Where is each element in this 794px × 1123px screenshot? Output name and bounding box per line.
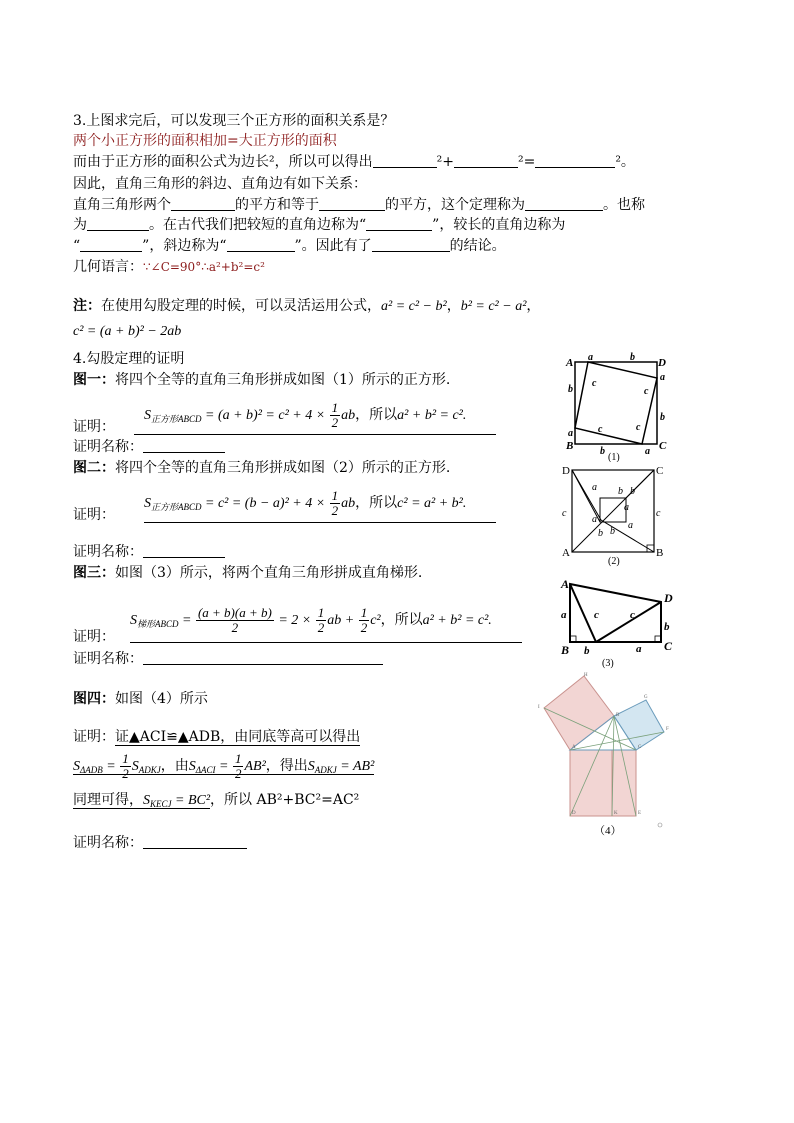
fig2-name-row <box>73 543 225 561</box>
svg-text:E: E <box>638 811 642 816</box>
note-sep-2: ， <box>526 298 541 314</box>
svg-text:b: b <box>630 352 635 363</box>
frac-den: 2 <box>234 766 242 782</box>
t1-text-a: 直角三角形两个 <box>73 197 171 213</box>
fig1-eq-b: ab <box>341 408 356 423</box>
figure-2 <box>556 460 676 570</box>
blank-3[interactable] <box>535 153 615 168</box>
s: S <box>188 759 196 774</box>
s: S <box>73 759 80 774</box>
fig2-proof-label: 证明： <box>73 507 115 523</box>
t1-text-c: 的平方，这个定理称为 <box>385 197 525 213</box>
eq: = AB² <box>340 759 375 774</box>
svg-text:b: b <box>598 528 603 539</box>
sq-equals: ²= <box>517 154 536 170</box>
svg-text:a: a <box>624 502 629 513</box>
frac-num: 1 <box>317 605 325 621</box>
svg-text:a: a <box>561 609 567 621</box>
t1-text-d: 。也称 <box>603 197 645 213</box>
svg-text:B: B <box>566 440 574 452</box>
svg-text:a: a <box>592 482 597 493</box>
blank-11[interactable] <box>372 237 450 252</box>
figure-4 <box>532 668 674 840</box>
fig3-den: 2 <box>231 620 239 636</box>
t3-text-a: “ <box>73 238 81 254</box>
svg-text:A: A <box>561 577 570 591</box>
blank-5[interactable] <box>319 196 385 211</box>
relation-intro: 因此，直角三角形的斜边、直角边有如下关系： <box>73 176 367 192</box>
fig2-text: 将四个全等的直角三角形拼成如图（2）所示的正方形. <box>115 460 451 476</box>
fig4-eq-2: $S_{\Delta ACI}$ = $\frac{1}{2}$ AB² <box>188 751 266 782</box>
svg-text:b: b <box>664 621 670 633</box>
geometry-language <box>73 258 265 276</box>
fig3-num: (a + b)(a + b) <box>197 605 272 621</box>
svg-text:B: B <box>616 713 620 718</box>
geo-text: ∵∠C=90°∴a²+b²=c² <box>143 260 265 274</box>
note-sep: ， <box>446 298 461 314</box>
ab2: AB² <box>244 759 266 774</box>
fig3-name-blank[interactable] <box>143 650 383 665</box>
svg-text:a: a <box>588 352 593 363</box>
fig3-formula: $S_{梯形ABCD}$ = $\frac{(a + b)(a + b)}{2}$ = 2 × $\frac{1}{2}$ ab + $\frac{1}{2}$ c²，所以a² + b² = c². <box>130 600 522 643</box>
blank-6[interactable] <box>525 196 603 211</box>
svg-text:c: c <box>656 508 661 519</box>
svg-text:a: a <box>568 428 573 439</box>
theorem-line-1 <box>73 196 645 214</box>
fig2-frac <box>330 489 341 518</box>
frac-num: 1 <box>331 400 339 416</box>
note-formula-2: b² = c² − a² <box>460 299 527 314</box>
s-sub: KECJ <box>150 799 172 809</box>
section3-answer: 两个小正方形的面积相加=大正方形的面积 <box>73 133 337 149</box>
fig1-s-sub: 正方形ABCD <box>151 414 202 424</box>
blank-2[interactable] <box>454 153 518 168</box>
svg-text:b: b <box>584 645 590 657</box>
svg-text:b: b <box>610 526 615 537</box>
svg-text:c: c <box>592 378 597 389</box>
bc2: = BC² <box>175 793 211 808</box>
fig2-name-blank[interactable] <box>143 543 225 558</box>
frac-den: 2 <box>317 620 325 636</box>
s-sub: ΔADB <box>80 765 103 775</box>
fig2-name-label: 证明名称： <box>73 544 143 560</box>
figure-3 <box>556 574 681 670</box>
fig3-frac-half-1 <box>316 606 327 635</box>
section4-title: 4.勾股定理的证明 <box>73 351 185 367</box>
t3-text-b: ”，斜边称为“ <box>142 238 227 254</box>
frac-den: 2 <box>360 620 368 636</box>
theorem-line-2 <box>73 216 565 234</box>
line-area-formula <box>73 153 635 171</box>
fig3-name-row <box>73 650 383 668</box>
svg-text:F: F <box>666 727 669 732</box>
fig4-eq-1: $S_{\Delta ADB}$ = $\frac{1}{2}$ $S_{ADKJ}$ <box>73 751 161 782</box>
fig4-text: 如图（4）所示 <box>115 691 208 707</box>
svg-text:C: C <box>659 440 667 452</box>
fig3-proof-label: 证明： <box>73 629 115 645</box>
section3-question: 3.上图求完后，可以发现三个正方形的面积关系是？ <box>73 113 395 129</box>
frac <box>233 752 244 781</box>
note-formula-1: a² = c² − b² <box>381 299 447 314</box>
geo-label: 几何语言： <box>73 259 143 275</box>
fig1-frac <box>330 401 341 430</box>
fig3-s: S <box>130 613 137 628</box>
svg-text:D: D <box>572 811 576 816</box>
t2-text-a: 为 <box>73 217 87 233</box>
blank-9[interactable] <box>80 237 142 252</box>
fig4-get: ，得出 <box>265 759 308 774</box>
fig4-name-label: 证明名称： <box>73 835 143 851</box>
frac <box>120 752 131 781</box>
fig4-desc <box>73 690 208 708</box>
svg-text:I: I <box>538 705 540 710</box>
fig3-s-sub: 梯形ABCD <box>137 619 179 629</box>
svg-text:B: B <box>656 547 664 559</box>
svg-text:b: b <box>660 412 665 423</box>
fig1-desc <box>73 371 450 389</box>
fig1-proof-label: 证明： <box>73 419 115 435</box>
t2-text-b: 。在古代我们把较短的直角边称为“ <box>149 217 367 233</box>
svg-text:b: b <box>600 446 605 457</box>
fig4-proof-line-2 <box>73 748 374 786</box>
fig3-text: 如图（3）所示，将两个直角三角形拼成直角梯形. <box>115 565 423 581</box>
svg-text:C: C <box>638 745 642 750</box>
svg-text:C: C <box>664 639 673 653</box>
fig4-name-row <box>73 834 247 852</box>
frac-num: 1 <box>234 751 242 767</box>
fig2-result: c² = a² + b². <box>397 496 467 511</box>
t2-text-c: ”，较长的直角边称为 <box>432 217 566 233</box>
fig3-caption: (3) <box>602 658 614 669</box>
fig2-desc <box>73 459 450 477</box>
fig4-proof-text: 证▲ACI≌▲ADB，由同底等高可以得出 <box>115 729 361 745</box>
fig2-so: ，所以 <box>355 496 398 511</box>
fig1-name-blank[interactable] <box>143 438 225 453</box>
svg-text:a: a <box>628 520 633 531</box>
fig4-caption: （4） <box>594 825 622 837</box>
fig2-label: 图二： <box>73 460 115 476</box>
fig2-caption: (2) <box>608 556 620 567</box>
frac-den: 2 <box>331 415 339 431</box>
blank-1[interactable] <box>373 153 437 168</box>
frac-num: 1 <box>122 751 129 767</box>
fig2-eq-a: = c² = (b − a)² + 4 × <box>205 496 326 511</box>
t3-text-d: 的结论。 <box>449 238 506 254</box>
svg-text:D: D <box>658 357 666 369</box>
fig3-result: a² + b² = c². <box>422 613 492 628</box>
fig3-frac-main <box>196 606 274 635</box>
blank-7[interactable] <box>87 216 149 231</box>
fig1-text: 将四个全等的直角三角形拼成如图（1）所示的正方形. <box>115 372 451 388</box>
fig4-eq-4 <box>143 793 210 809</box>
fig3-frac-half-2 <box>359 606 370 635</box>
fig3-name-label: 证明名称： <box>73 651 143 667</box>
fig3-mid: = 2 × <box>278 613 312 628</box>
svg-text:b: b <box>618 486 623 497</box>
svg-text:D: D <box>562 465 570 477</box>
s-sub: ΔACI <box>195 765 216 775</box>
fig1-eq-a: = (a + b)² = c² + 4 × <box>205 408 326 423</box>
frac-den: 2 <box>331 503 339 519</box>
svg-text:c: c <box>562 508 567 519</box>
fig1-name-label: 证明名称： <box>73 439 143 455</box>
fig2-s: S <box>144 496 151 511</box>
fig1-caption: (1) <box>608 452 620 462</box>
svg-text:c: c <box>598 424 603 435</box>
fig1-name-row <box>73 438 225 456</box>
fig1-formula <box>134 398 496 435</box>
fig3-c2: c² <box>370 613 381 628</box>
s: S <box>143 793 150 808</box>
svg-text:D: D <box>664 591 673 605</box>
fig4-by: ，由 <box>160 759 189 774</box>
fig4-proof-line-3 <box>73 791 359 813</box>
blank-8[interactable] <box>366 216 432 231</box>
svg-text:C: C <box>656 465 664 477</box>
sq-end: ²。 <box>615 154 635 170</box>
fig4-proof-line-1 <box>73 728 360 746</box>
note-formula-3: c² = (a + b)² − 2ab <box>73 324 182 339</box>
svg-text:b: b <box>630 486 635 497</box>
fig1-result: a² + b² = c². <box>397 408 467 423</box>
svg-text:c: c <box>630 609 635 621</box>
svg-text:A: A <box>562 547 570 559</box>
blank-10[interactable] <box>227 237 295 252</box>
fig1-s: S <box>144 408 151 423</box>
svg-text:K: K <box>614 811 618 816</box>
figure-1 <box>560 350 675 462</box>
fig3-ab: ab + <box>327 613 355 628</box>
t1-text-b: 的平方和等于 <box>235 197 319 213</box>
theorem-line-3 <box>73 237 506 255</box>
fig3-desc <box>73 564 422 582</box>
note-text: 在使用勾股定理的时候，可以灵活运用公式， <box>101 298 381 314</box>
fig2-formula <box>144 486 496 523</box>
fig3-label: 图三： <box>73 565 115 581</box>
fig4-proof-label: 证明： <box>73 729 115 745</box>
svg-text:c: c <box>644 386 649 397</box>
svg-text:a: a <box>592 514 597 525</box>
svg-text:A: A <box>566 357 574 369</box>
s: S <box>307 759 315 774</box>
note-line <box>73 297 540 316</box>
s-sub: ADKJ <box>314 765 337 775</box>
svg-text:H: H <box>584 673 588 678</box>
svg-text:G: G <box>644 695 648 700</box>
svg-text:A: A <box>572 745 576 750</box>
line-area-text: 而由于正方形的面积公式为边长²，所以可以得出 <box>73 154 373 170</box>
svg-text:a: a <box>645 446 650 457</box>
fig4-name-blank[interactable] <box>143 834 247 849</box>
svg-text:c: c <box>594 609 599 621</box>
svg-text:a: a <box>660 372 665 383</box>
fig4-final: ，所以 AB²+BC²=AC² <box>210 792 360 808</box>
frac-num: 1 <box>360 605 368 621</box>
fig2-eq-b: ab <box>341 496 356 511</box>
blank-4[interactable] <box>171 196 235 211</box>
svg-text:b: b <box>568 384 573 395</box>
svg-text:c: c <box>636 422 641 433</box>
fig3-so: ，所以 <box>380 613 423 628</box>
svg-text:B: B <box>561 643 570 657</box>
frac-num: 1 <box>331 488 339 504</box>
s: S <box>131 759 139 774</box>
fig1-so: ，所以 <box>355 408 398 423</box>
note-label: 注： <box>73 298 101 314</box>
svg-text:a: a <box>636 643 642 655</box>
frac-den: 2 <box>122 766 129 782</box>
fig2-s-sub: 正方形ABCD <box>151 502 202 512</box>
fig1-label: 图一： <box>73 372 115 388</box>
fig4-eq-3 <box>308 759 375 775</box>
fig4-label: 图四： <box>73 691 115 707</box>
t3-text-c: ”。因此有了 <box>294 238 372 254</box>
s-sub: ADKJ <box>138 765 161 775</box>
fig4-same: 同理可得， <box>73 792 143 808</box>
sq-plus: ²+ <box>436 154 454 170</box>
